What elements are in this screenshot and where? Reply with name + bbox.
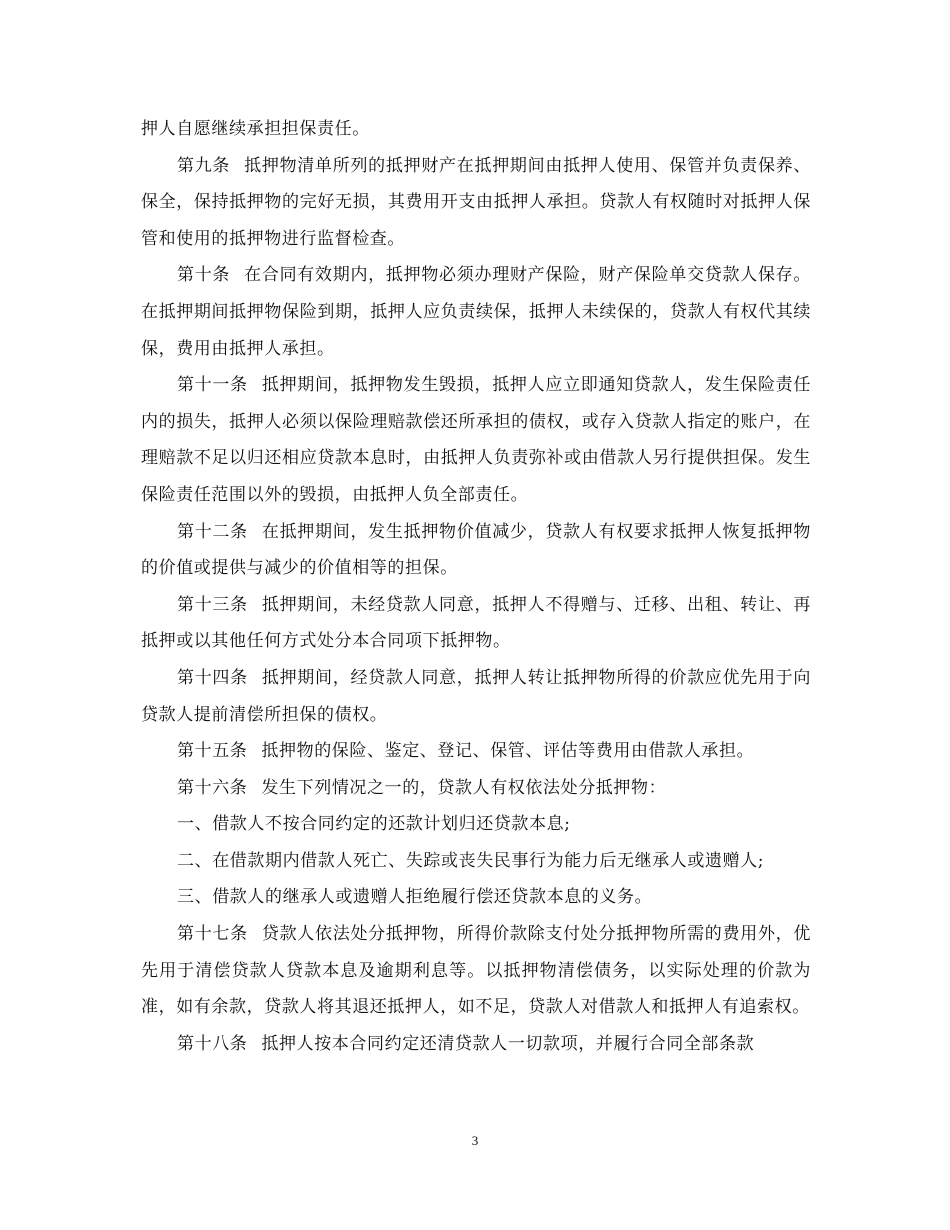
article-number: 第十条 <box>177 265 231 286</box>
list-item-text: 三、借款人的继承人或遗赠人拒绝履行偿还贷款本息的义务。 <box>177 887 653 908</box>
paragraph-text: 押人自愿继续承担担保责任。 <box>141 119 370 139</box>
body-text <box>141 111 811 1062</box>
paragraph-text: 发生下列情况之一的，贷款人有权依法处分抵押物： <box>261 777 667 798</box>
paragraph <box>141 111 811 148</box>
paragraph-article-12 <box>141 514 811 587</box>
page-number: 3 <box>471 1133 479 1148</box>
paragraph-article-14 <box>141 660 811 733</box>
paragraph-text: 在合同有效期内，抵押物必须办理财产保险，财产保险单交贷款人保存。在抵押期间抵押物保险到期，抵押人应负责续保，抵押人未续保的，贷款人有权代其续保，费用由抵押人承担。 <box>141 265 811 359</box>
paragraph-text: 在抵押期间，发生抵押物价值减少，贷款人有权要求抵押人恢复抵押物的价值或提供与减少的价值相等的担保。 <box>141 521 811 579</box>
article-number: 第九条 <box>177 155 231 176</box>
paragraph-article-16 <box>141 770 811 807</box>
paragraph-text: 抵押物的保险、鉴定、登记、保管、评估等费用由借款人承担。 <box>261 741 755 762</box>
paragraph-article-15 <box>141 733 811 770</box>
paragraph-text: 抵押期间，未经贷款人同意，抵押人不得赠与、迁移、出租、转让、再抵押或以其他任何方式处分本合同项下抵押物。 <box>141 594 811 652</box>
paragraph-article-11 <box>141 367 811 513</box>
paragraph-text: 抵押期间，抵押物发生毁损，抵押人应立即通知贷款人，发生保险责任内的损失，抵押人必须以保险理赔款偿还所承担的债权，或存入贷款人指定的账户，在理赔款不足以归还相应贷款本息时，由抵押人负责弥补或由借款人另行提供担保。发生保险责任范围以外的毁损，由抵押人负全部责任。 <box>141 375 811 505</box>
list-item-text: 一、借款人不按合同约定的还款计划归还贷款本息; <box>177 814 571 835</box>
list-item <box>141 843 811 880</box>
article-number: 第十三条 <box>177 594 248 615</box>
paragraph-article-18 <box>141 1026 811 1063</box>
paragraph-text: 抵押期间，经贷款人同意，抵押人转让抵押物所得的价款应优先用于向贷款人提前清偿所担保的债权。 <box>141 667 811 725</box>
paragraph-text: 抵押物清单所列的抵押财产在抵押期间由抵押人使用、保管并负责保养、保全，保持抵押物的完好无损，其费用开支由抵押人承担。贷款人有权随时对抵押人保管和使用的抵押物进行监督检查。 <box>141 155 811 249</box>
paragraph-article-9 <box>141 148 811 258</box>
list-item-text: 二、在借款期内借款人死亡、失踪或丧失民事行为能力后无继承人或遗赠人; <box>177 850 765 871</box>
article-number: 第十六条 <box>177 777 248 798</box>
paragraph-article-13 <box>141 587 811 660</box>
list-item <box>141 806 811 843</box>
paragraph-text: 贷款人依法处分抵押物，所得价款除支付处分抵押物所需的费用外，优先用于清偿贷款人贷款本息及逾期利息等。以抵押物清偿债务，以实际处理的价款为准，如有余款，贷款人将其退还抵押人，如不足，贷款人对借款人和抵押人有追索权。 <box>141 924 811 1018</box>
article-number: 第十二条 <box>177 521 248 542</box>
paragraph-article-10 <box>141 257 811 367</box>
article-number: 第十七条 <box>177 924 248 945</box>
article-number: 第十一条 <box>177 375 248 396</box>
article-number: 第十四条 <box>177 667 248 688</box>
article-number: 第十五条 <box>177 741 248 762</box>
list-item <box>141 879 811 916</box>
paragraph-article-17 <box>141 916 811 1026</box>
article-number: 第十八条 <box>177 1033 248 1054</box>
paragraph-text: 抵押人按本合同约定还清贷款人一切款项，并履行合同全部条款 <box>261 1033 755 1054</box>
